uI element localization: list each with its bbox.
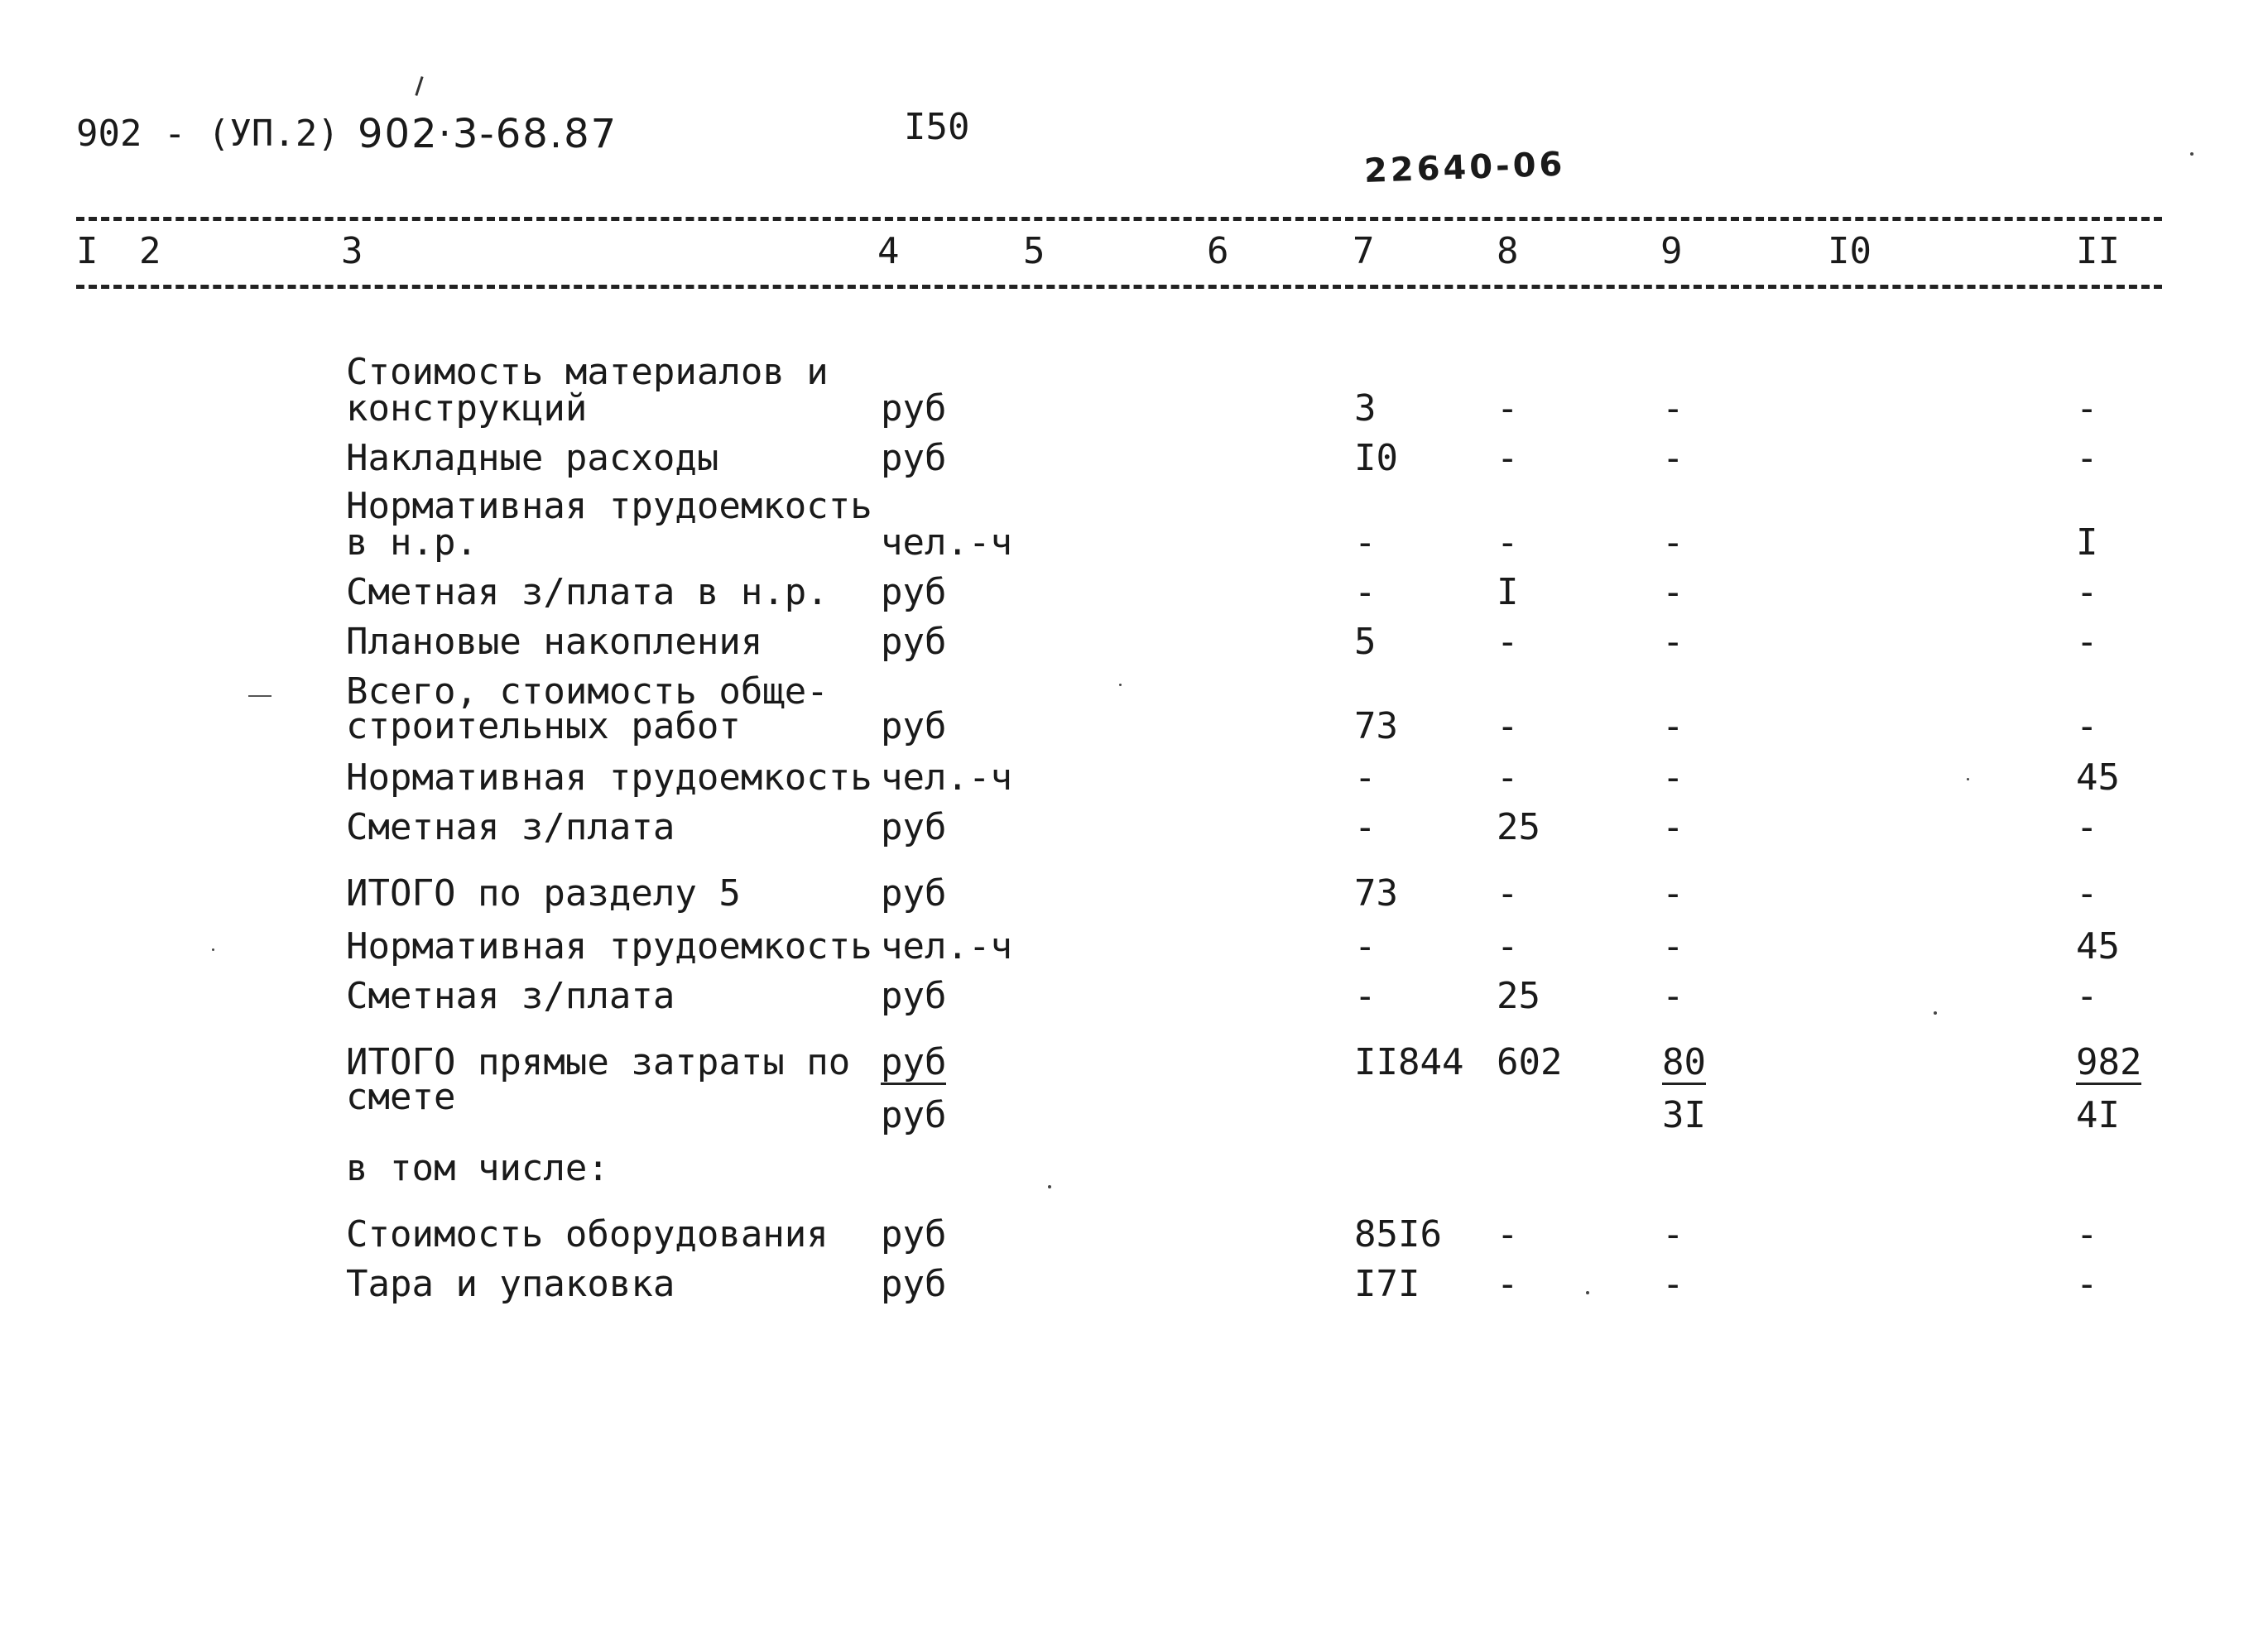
column-number-9: 9 [1660, 230, 1683, 272]
page-number: I50 [904, 106, 970, 148]
row-name: Стоимость материалов и [346, 351, 829, 393]
cell-col11: - [2076, 872, 2098, 915]
cell-col8: - [1497, 521, 1519, 564]
column-number-10: I0 [1828, 230, 1872, 272]
row-unit: чел.-ч [881, 756, 1012, 799]
cell-col8: - [1497, 1213, 1519, 1256]
cell-col11: - [2076, 387, 2098, 430]
row-name: Всего, стоимость обще- [346, 670, 829, 713]
cell-col8: - [1497, 437, 1519, 479]
cell-col8: I [1497, 571, 1519, 613]
scan-speck [1934, 1011, 1937, 1015]
cell-col9: - [1662, 1263, 1684, 1305]
cell-col11: - [2076, 437, 2098, 479]
column-number-7: 7 [1353, 230, 1375, 272]
row-unit: руб [881, 1041, 947, 1083]
pen-mark [415, 76, 423, 96]
cell-col9: - [1662, 571, 1684, 613]
header-top-rule [76, 217, 2162, 221]
row-name: Нормативная трудоемкость [346, 485, 872, 527]
row-unit: руб [881, 437, 947, 479]
cell-col7: - [1354, 571, 1377, 613]
row-name: Нормативная трудоемкость [346, 756, 872, 799]
cell-col11: - [2076, 1263, 2098, 1305]
cell-col8: - [1497, 387, 1519, 430]
column-number-8: 8 [1497, 230, 1519, 272]
row-name: ИТОГО по разделу 5 [346, 872, 741, 915]
column-number-1: I [76, 230, 99, 272]
document-code: 902 - (УП.2) [76, 113, 339, 155]
cell-col9-secondary: 3I [1662, 1094, 1706, 1136]
scan-speck [1119, 684, 1122, 686]
row-name: Сметная з/плата [346, 975, 675, 1017]
cell-col11: - [2076, 571, 2098, 613]
cell-col8: 602 [1497, 1041, 1563, 1083]
row-name: Сметная з/плата [346, 806, 675, 848]
cell-col11: 45 [2076, 756, 2120, 799]
cell-col7: 85I6 [1354, 1213, 1442, 1256]
cell-col8: 25 [1497, 806, 1540, 848]
cell-col7: - [1354, 521, 1377, 564]
cell-col9: - [1662, 387, 1684, 430]
cell-col11: - [2076, 621, 2098, 663]
cell-col8: - [1497, 925, 1519, 967]
row-unit: чел.-ч [881, 925, 1012, 967]
cell-col11: - [2076, 1213, 2098, 1256]
cell-col11: - [2076, 975, 2098, 1017]
row-unit: чел.-ч [881, 521, 1012, 564]
cell-col7: I0 [1354, 437, 1398, 479]
cell-col11-secondary: 4I [2076, 1094, 2120, 1136]
document-stamp-number: 22640-06 [1363, 145, 1567, 190]
row-name: Накладные расходы [346, 437, 719, 479]
column-number-3: 3 [341, 230, 363, 272]
row-name: в н.р. [346, 521, 478, 564]
row-name: Стоимость оборудования [346, 1213, 829, 1256]
row-name: Плановые накопления [346, 621, 763, 663]
cell-col7: - [1354, 806, 1377, 848]
scan-speck [1967, 778, 1969, 780]
row-unit-secondary: руб [881, 1094, 947, 1136]
cell-col7: - [1354, 756, 1377, 799]
row-unit: руб [881, 387, 947, 430]
cell-col7: 3 [1354, 387, 1377, 430]
row-unit: руб [881, 571, 947, 613]
row-unit: руб [881, 872, 947, 915]
row-name: ИТОГО прямые затраты по [346, 1041, 851, 1083]
row-unit: руб [881, 975, 947, 1017]
cell-col7: I7I [1354, 1263, 1420, 1305]
cell-col7: 73 [1354, 872, 1398, 915]
cell-col8: - [1497, 705, 1519, 747]
cell-col11: 982 [2076, 1041, 2142, 1083]
cell-col9: - [1662, 806, 1684, 848]
cell-col9: - [1662, 872, 1684, 915]
cell-col11: 45 [2076, 925, 2120, 967]
scan-speck [1586, 1291, 1589, 1294]
scan-speck [212, 948, 214, 951]
cell-col8: - [1497, 756, 1519, 799]
cell-col8: 25 [1497, 975, 1540, 1017]
cell-col8: - [1497, 1263, 1519, 1305]
cell-col7: 5 [1354, 621, 1377, 663]
cell-col9: - [1662, 756, 1684, 799]
column-number-5: 5 [1023, 230, 1045, 272]
row-name: Сметная з/плата в н.р. [346, 571, 829, 613]
cell-col9: - [1662, 437, 1684, 479]
row-name: конструкций [346, 387, 588, 430]
column-number-11: II [2076, 230, 2120, 272]
scan-speck [1048, 1185, 1051, 1188]
handwritten-code: 902·3-68.87 [358, 111, 618, 157]
row-name: Нормативная трудоемкость [346, 925, 872, 967]
scan-mark [248, 695, 271, 697]
column-number-4: 4 [877, 230, 900, 272]
cell-col8: - [1497, 872, 1519, 915]
cell-col9: - [1662, 925, 1684, 967]
row-unit: руб [881, 1213, 947, 1256]
scan-speck [2190, 152, 2194, 156]
cell-col7: - [1354, 925, 1377, 967]
cell-col9: 80 [1662, 1041, 1706, 1083]
row-name: Тара и упаковка [346, 1263, 675, 1305]
row-unit: руб [881, 1263, 947, 1305]
cell-col7: - [1354, 975, 1377, 1017]
cell-col11: - [2076, 705, 2098, 747]
column-number-2: 2 [139, 230, 161, 272]
cell-col9: - [1662, 975, 1684, 1017]
cell-col9: - [1662, 1213, 1684, 1256]
row-unit: руб [881, 705, 947, 747]
row-name: строительных работ [346, 705, 741, 747]
column-number-6: 6 [1207, 230, 1229, 272]
cell-col11: - [2076, 806, 2098, 848]
header-bottom-rule [76, 285, 2162, 289]
cell-col8: - [1497, 621, 1519, 663]
cell-col9: - [1662, 521, 1684, 564]
cell-col7: II844 [1354, 1041, 1464, 1083]
cell-col9: - [1662, 621, 1684, 663]
row-name: смете [346, 1076, 456, 1118]
cell-col7: 73 [1354, 705, 1398, 747]
cell-col11: I [2076, 521, 2098, 564]
row-unit: руб [881, 806, 947, 848]
row-name: в том числе: [346, 1147, 609, 1189]
row-unit: руб [881, 621, 947, 663]
cell-col9: - [1662, 705, 1684, 747]
